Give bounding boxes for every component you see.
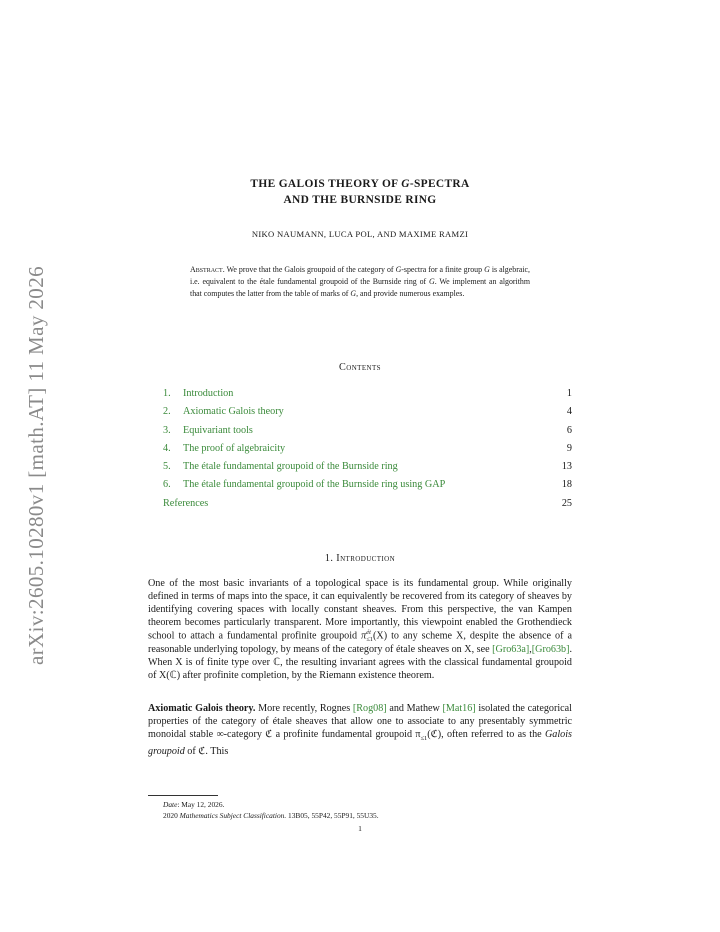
toc-entry-proof-of-algebraicity[interactable]: 4. The proof of algebraicity 9 xyxy=(163,440,572,458)
toc-entry-label[interactable]: Equivariant tools xyxy=(183,424,253,436)
toc-entry-label[interactable]: The étale fundamental groupoid of the Burnside ring xyxy=(183,461,398,473)
toc-entry-page: 1 xyxy=(566,388,572,399)
toc-entry-etale-fundamental-groupoid[interactable]: 5. The étale fundamental groupoid of the Burnside ring 13 xyxy=(163,458,572,476)
introduction-paragraph-2: Axiomatic Galois theory. More recently, Rognes [Rog08] and Mathew [Mat16] isolated the categorical properties of the category of étale sheaves that allow one to associate to any presentably symmetric monoidal stable ∞-category ℭ a profinite fundamental groupoid $\pi_{\le 1}(ℭ)$, often referred to as the Galois groupoid of ℭ. This xyxy=(148,703,572,758)
table-of-contents xyxy=(163,385,572,513)
toc-entry-etale-groupoid-using-gap[interactable]: 6. The étale fundamental groupoid of the Burnside ring using GAP 18 xyxy=(163,476,572,494)
toc-entry-label[interactable]: References xyxy=(163,497,209,509)
contents-heading: Contents xyxy=(339,362,381,373)
abstract: Abstract. We prove that the Galois groupoid of the category of G-spectra for a finite group G is algebraic, i.e. equivalent to the étale fundamental groupoid of the Burnside ring of G. We implement an algorithm that computes the latter from the table of marks of G, and provide numerous examples. xyxy=(190,265,531,299)
section-heading-introduction: 1. Introduction xyxy=(324,553,396,564)
pi-symbol: π xyxy=(361,630,367,642)
toc-entry-references[interactable] xyxy=(163,495,572,513)
toc-entry-page: 4 xyxy=(566,406,572,418)
toc-entry-label[interactable]: Axiomatic Galois theory xyxy=(183,406,284,418)
toc-entry-page: 6 xyxy=(566,424,572,436)
citation-link[interactable]: [Gro63a] xyxy=(492,644,530,656)
citation-link[interactable]: [Mat16] xyxy=(442,703,476,714)
toc-entry-axiomatic-galois-theory[interactable]: 2. Axiomatic Galois theory 4 xyxy=(163,403,572,421)
toc-entry-label[interactable]: The étale fundamental groupoid of the Burnside ring using GAP xyxy=(183,479,446,491)
toc-entry-page: 18 xyxy=(561,479,572,491)
page-number: 1 xyxy=(358,824,362,833)
paragraph-heading: Axiomatic Galois theory. xyxy=(148,703,256,714)
citation-link[interactable]: [Rog08] xyxy=(352,703,387,714)
arxiv-id-text: arXiv:2605.10280v1 [math.AT] 11 May 2026 xyxy=(23,265,48,665)
title-line-1: THE GALOIS THEORY OF G-SPECTRA xyxy=(250,178,470,190)
toc-entry-page: 25 xyxy=(561,497,572,509)
footnote-date: Date: May 12, 2026. xyxy=(163,800,225,809)
toc-entry-page: 13 xyxy=(561,461,572,473)
toc-entry-introduction[interactable]: 1. Introduction 1 xyxy=(163,385,572,403)
toc-entry-page: 9 xyxy=(566,442,572,454)
citation-link[interactable]: [Gro63b] xyxy=(531,644,570,656)
paper-title xyxy=(0,176,720,208)
introduction-paragraph-1: One of the most basic invariants of a topological space is its fundamental group. While originally defined in terms of maps into the space, it can equivalently be recovered from its category of sheaves by identifying covering spaces with locally constant sheaves. From this perspective, the van Kampen theorem becomes particularly transparent. More importantly, this viewpoint enabled the Grothendieck school to attach a fundamental profinite groupoid π ét ≤1 (X) to any scheme X, despite the absence of a reasonable underlying topology, by means of the category of étale sheaves on X, see [Gro63a],[Gro63b]. When X is of finite type over ℂ, the resulting invariant agrees with the classical fundamental groupoid of X(ℂ) after profinite completion, by the Riemann existence theorem. xyxy=(148,578,572,682)
footnote-msc: 2020 Mathematics Subject Classification. 13B05, 55P42, 55P91, 55U35. xyxy=(163,811,379,820)
authors: NIKO NAUMANN, LUCA POL, AND MAXIME RAMZI xyxy=(251,229,469,239)
toc-entry-equivariant-tools[interactable]: 3. Equivariant tools 6 xyxy=(163,422,572,440)
toc-entry-label[interactable]: Introduction xyxy=(183,388,234,399)
abstract-label: Abstract. xyxy=(190,265,225,274)
toc-entry-label[interactable]: The proof of algebraicity xyxy=(183,442,286,454)
arxiv-identifier-stamp xyxy=(16,240,56,690)
footnote-divider xyxy=(148,795,218,796)
title-line-2: AND THE BURNSIDE RING xyxy=(283,194,437,206)
